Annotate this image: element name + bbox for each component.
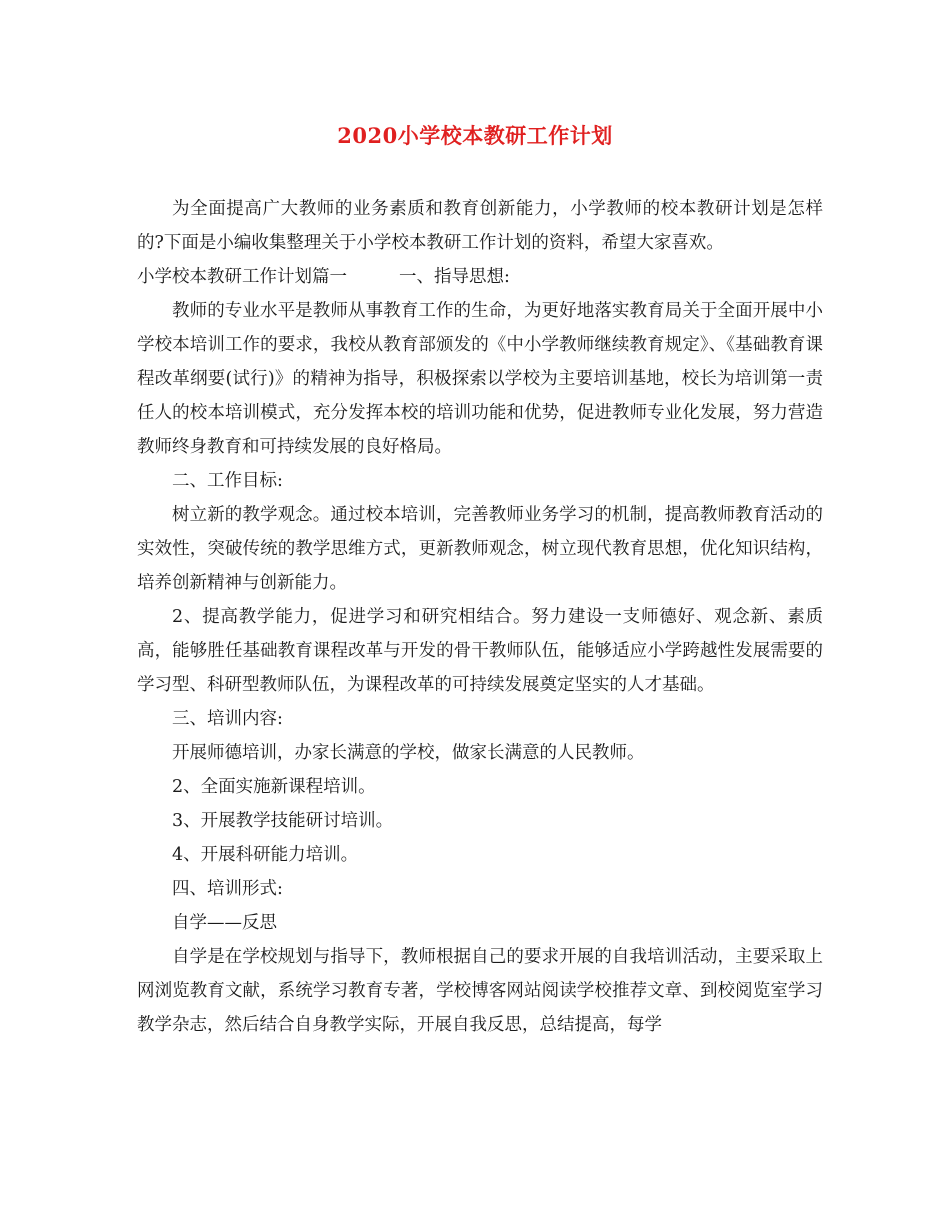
subsection-heading: 一、指导思想: <box>399 267 510 287</box>
list-item-content-2: 2、全面实施新课程培训。 <box>172 777 376 797</box>
subheading-self-study: 自学——反思 <box>172 913 277 933</box>
list-item-content-1: 开展师德培训，办家长满意的学校，做家长满意的人民教师。 <box>172 743 645 763</box>
list-item-content-4: 4、开展科研能力培训。 <box>172 845 359 865</box>
section-heading-line <box>137 260 823 294</box>
heading-training-content: 三、培训内容: <box>172 709 283 729</box>
section-title: 小学校本教研工作计划篇一 <box>137 267 347 287</box>
intro-paragraph: 为全面提高广大教师的业务素质和教育创新能力，小学教师的校本教研计划是怎样的?下面是小编收集整理关于小学校本教研工作计划的资料，希望大家喜欢。 <box>137 199 823 253</box>
document-title: 2020小学校本教研工作计划 <box>337 123 613 148</box>
list-item-content-3: 3、开展教学技能研讨培训。 <box>172 811 394 831</box>
paragraph-guiding-thought: 教师的专业水平是教师从事教育工作的生命，为更好地落实教育局关于全面开展中小学校本培训工作的要求，我校从教育部颁发的《中小学教师继续教育规定》、《基础教育课程改革纲要(试行)》的精神为指导，积极探索以学校为主要培训基地，校长为培训第一责任人的校本培训模式，充分发挥本校的培训功能和优势，促进教师专业化发展，努力营造教师终身教育和可持续发展的良好格局。 <box>137 301 823 457</box>
paragraph-goal-1: 树立新的教学观念。通过校本培训，完善教师业务学习的机制，提高教师教育活动的实效性，突破传统的教学思维方式，更新教师观念，树立现代教育思想，优化知识结构，培养创新精神与创新能力。 <box>137 505 823 593</box>
paragraph-goal-2: 2、提高教学能力，促进学习和研究相结合。努力建设一支师德好、观念新、素质高，能够胜任基础教育课程改革与开发的骨干教师队伍，能够适应小学跨越性发展需要的学习型、科研型教师队伍，为课程改革的可持续发展奠定坚实的人才基础。 <box>137 607 823 695</box>
paragraph-self-study: 自学是在学校规划与指导下，教师根据自己的要求开展的自我培训活动，主要采取上网浏览教育文献，系统学习教育专著，学校博客网站阅读学校推荐文章、到校阅览室学习教学杂志，然后结合自身教学实际，开展自我反思，总结提高，每学 <box>137 947 823 1035</box>
heading-training-form: 四、培训形式: <box>172 879 283 899</box>
heading-work-goals: 二、工作目标: <box>172 471 283 491</box>
document-body <box>137 192 823 1042</box>
